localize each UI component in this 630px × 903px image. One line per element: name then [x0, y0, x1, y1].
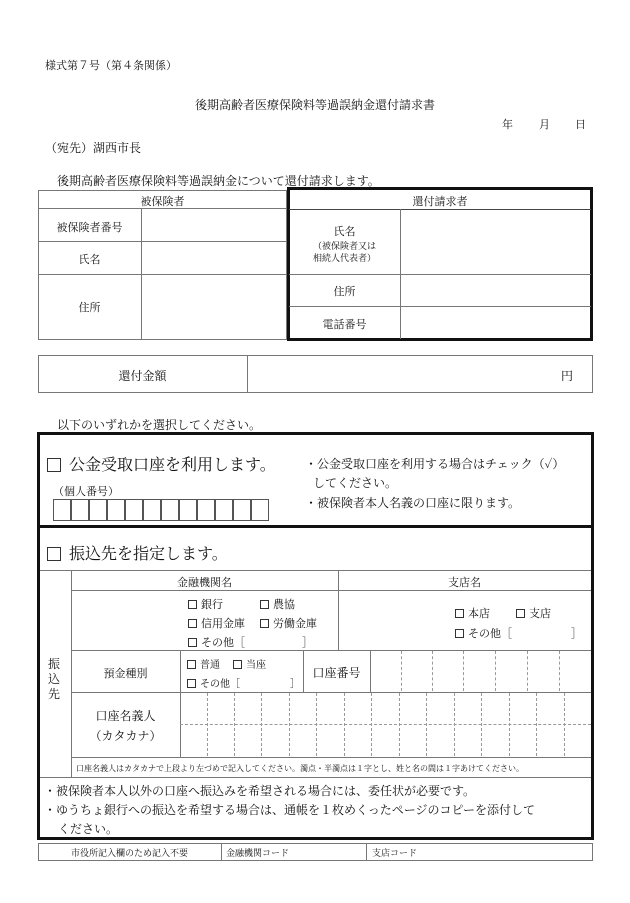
transfer-option[interactable]: [47, 541, 228, 564]
branch-other-close: ］: [571, 627, 582, 640]
digit-box[interactable]: [197, 499, 215, 521]
institution-header: 金融機関名: [177, 576, 232, 589]
claimant-name-note-2: 相続人代表者）: [312, 254, 376, 264]
insured-number-label: 被保険者番号: [56, 221, 123, 234]
insured-number-field[interactable]: [142, 209, 286, 240]
transfer-checkbox[interactable]: [47, 547, 61, 561]
account-number-field[interactable]: [371, 651, 590, 691]
page-title: 後期高齢者医療保険料等過誤納金還付請求書: [195, 98, 436, 112]
amount-unit: 円: [561, 369, 574, 383]
claimant-address-label: 住所: [333, 285, 356, 298]
checkbox[interactable]: [188, 619, 197, 628]
institution-code-label: 金融機関コード: [226, 849, 290, 859]
intro-text: 後期高齢者医療保険料等過誤納金について還付請求します。: [57, 174, 380, 188]
digit-box[interactable]: [179, 499, 197, 521]
insured-address-label: 住所: [78, 301, 101, 314]
claimant-header: 還付請求者: [412, 195, 468, 208]
checkbox[interactable]: [233, 660, 242, 669]
digit-box[interactable]: [143, 499, 161, 521]
deposit-other-close: ］: [290, 679, 300, 690]
transfer-label: 振込先を指定します。: [69, 544, 228, 563]
transfer-side-label-1: 振: [48, 657, 61, 671]
insured-header: 被保険者: [140, 195, 185, 208]
footnote-2: ・ゆうちょ銀行への振込を希望する場合は、通帳を１枚めくったページのコピーを添付して: [44, 803, 536, 817]
branch-main[interactable]: 本店: [455, 605, 490, 621]
checkbox[interactable]: [455, 629, 464, 638]
digit-box[interactable]: [71, 499, 89, 521]
footnote-3: ください。: [58, 822, 119, 836]
claimant-phone-field[interactable]: [401, 307, 590, 338]
deposit-type-label: 預金種別: [103, 667, 148, 680]
branch-branch[interactable]: 支店: [516, 605, 551, 621]
institution-agri[interactable]: 農協: [260, 596, 295, 612]
date-year-label: 年: [502, 118, 513, 131]
digit-box[interactable]: [125, 499, 143, 521]
checkbox[interactable]: [455, 609, 464, 618]
insured-address-field[interactable]: [142, 275, 286, 339]
branch-header: 支店名: [448, 576, 481, 589]
branch-code-label: 支店コード: [372, 849, 418, 859]
account-number-label: 口座番号: [312, 666, 361, 680]
digit-box[interactable]: [251, 499, 269, 521]
digit-box[interactable]: [53, 499, 71, 521]
public-note-1: ・公金受取口座を利用する場合はチェック（✓）: [305, 457, 565, 471]
holder-name-field[interactable]: [181, 693, 590, 756]
select-prompt: 以下のいずれかを選択してください。: [57, 418, 262, 432]
holder-label-kana: （カタカナ）: [89, 729, 162, 743]
checkbox[interactable]: [260, 619, 269, 628]
institution-other[interactable]: その他［: [188, 634, 245, 650]
transfer-side-label-3: 先: [48, 687, 61, 701]
insured-name-field[interactable]: [142, 242, 286, 273]
date-month-label: 月: [539, 118, 550, 131]
public-note-3: ・被保険者本人名義の口座に限ります。: [305, 496, 521, 510]
date-day-label: 日: [575, 118, 586, 131]
mynumber-label: （個人番号）: [53, 485, 119, 498]
institution-credit[interactable]: 信用金庫: [188, 615, 245, 631]
holder-note: 口座名義人はカタカナで上段より左づめで記入してください。濁点・半濁点は１字とし、姓と名の間は１字あけてください。: [76, 764, 524, 773]
transfer-side-label-2: 込: [48, 672, 61, 686]
digit-box[interactable]: [89, 499, 107, 521]
claimant-name-note-1: （被保険者又は: [312, 242, 376, 252]
amount-label: 還付金額: [118, 369, 167, 383]
institution-labor[interactable]: 労働金庫: [260, 615, 317, 631]
holder-label: 口座名義人: [95, 709, 156, 723]
digit-box[interactable]: [233, 499, 251, 521]
checkbox[interactable]: [516, 609, 525, 618]
digit-box[interactable]: [215, 499, 233, 521]
footnote-1: ・被保険者本人以外の口座へ振込みを希望される場合には、委任状が必要です。: [44, 784, 476, 798]
institution-bank[interactable]: 銀行: [188, 596, 223, 612]
deposit-ordinary[interactable]: 普通: [187, 656, 220, 671]
public-account-checkbox[interactable]: [47, 458, 61, 472]
checkbox[interactable]: [188, 600, 197, 609]
checkbox[interactable]: [187, 679, 196, 688]
public-account-option[interactable]: [47, 452, 276, 475]
digit-box[interactable]: [107, 499, 125, 521]
public-account-label: 公金受取口座を利用します。: [69, 455, 276, 474]
claimant-name-label: 氏名: [333, 225, 356, 238]
digit-box[interactable]: [161, 499, 179, 521]
checkbox[interactable]: [187, 660, 196, 669]
claimant-name-field[interactable]: [401, 210, 590, 273]
deposit-other[interactable]: その他［: [187, 675, 240, 690]
claimant-phone-label: 電話番号: [322, 318, 367, 331]
addressee: （宛先）湖西市長: [45, 141, 142, 155]
office-use-label: 市役所記入欄のため記入不要: [70, 849, 188, 859]
branch-other[interactable]: その他［: [455, 625, 512, 641]
form-number: 様式第７号（第４条関係）: [45, 59, 177, 72]
amount-field[interactable]: [248, 356, 592, 392]
institution-other-close: ］: [302, 636, 313, 649]
deposit-current[interactable]: 当座: [233, 656, 266, 671]
checkbox[interactable]: [188, 638, 197, 647]
public-note-2: してください。: [313, 476, 398, 490]
checkbox[interactable]: [260, 600, 269, 609]
claimant-address-field[interactable]: [401, 275, 590, 305]
insured-name-label: 氏名: [78, 253, 101, 266]
